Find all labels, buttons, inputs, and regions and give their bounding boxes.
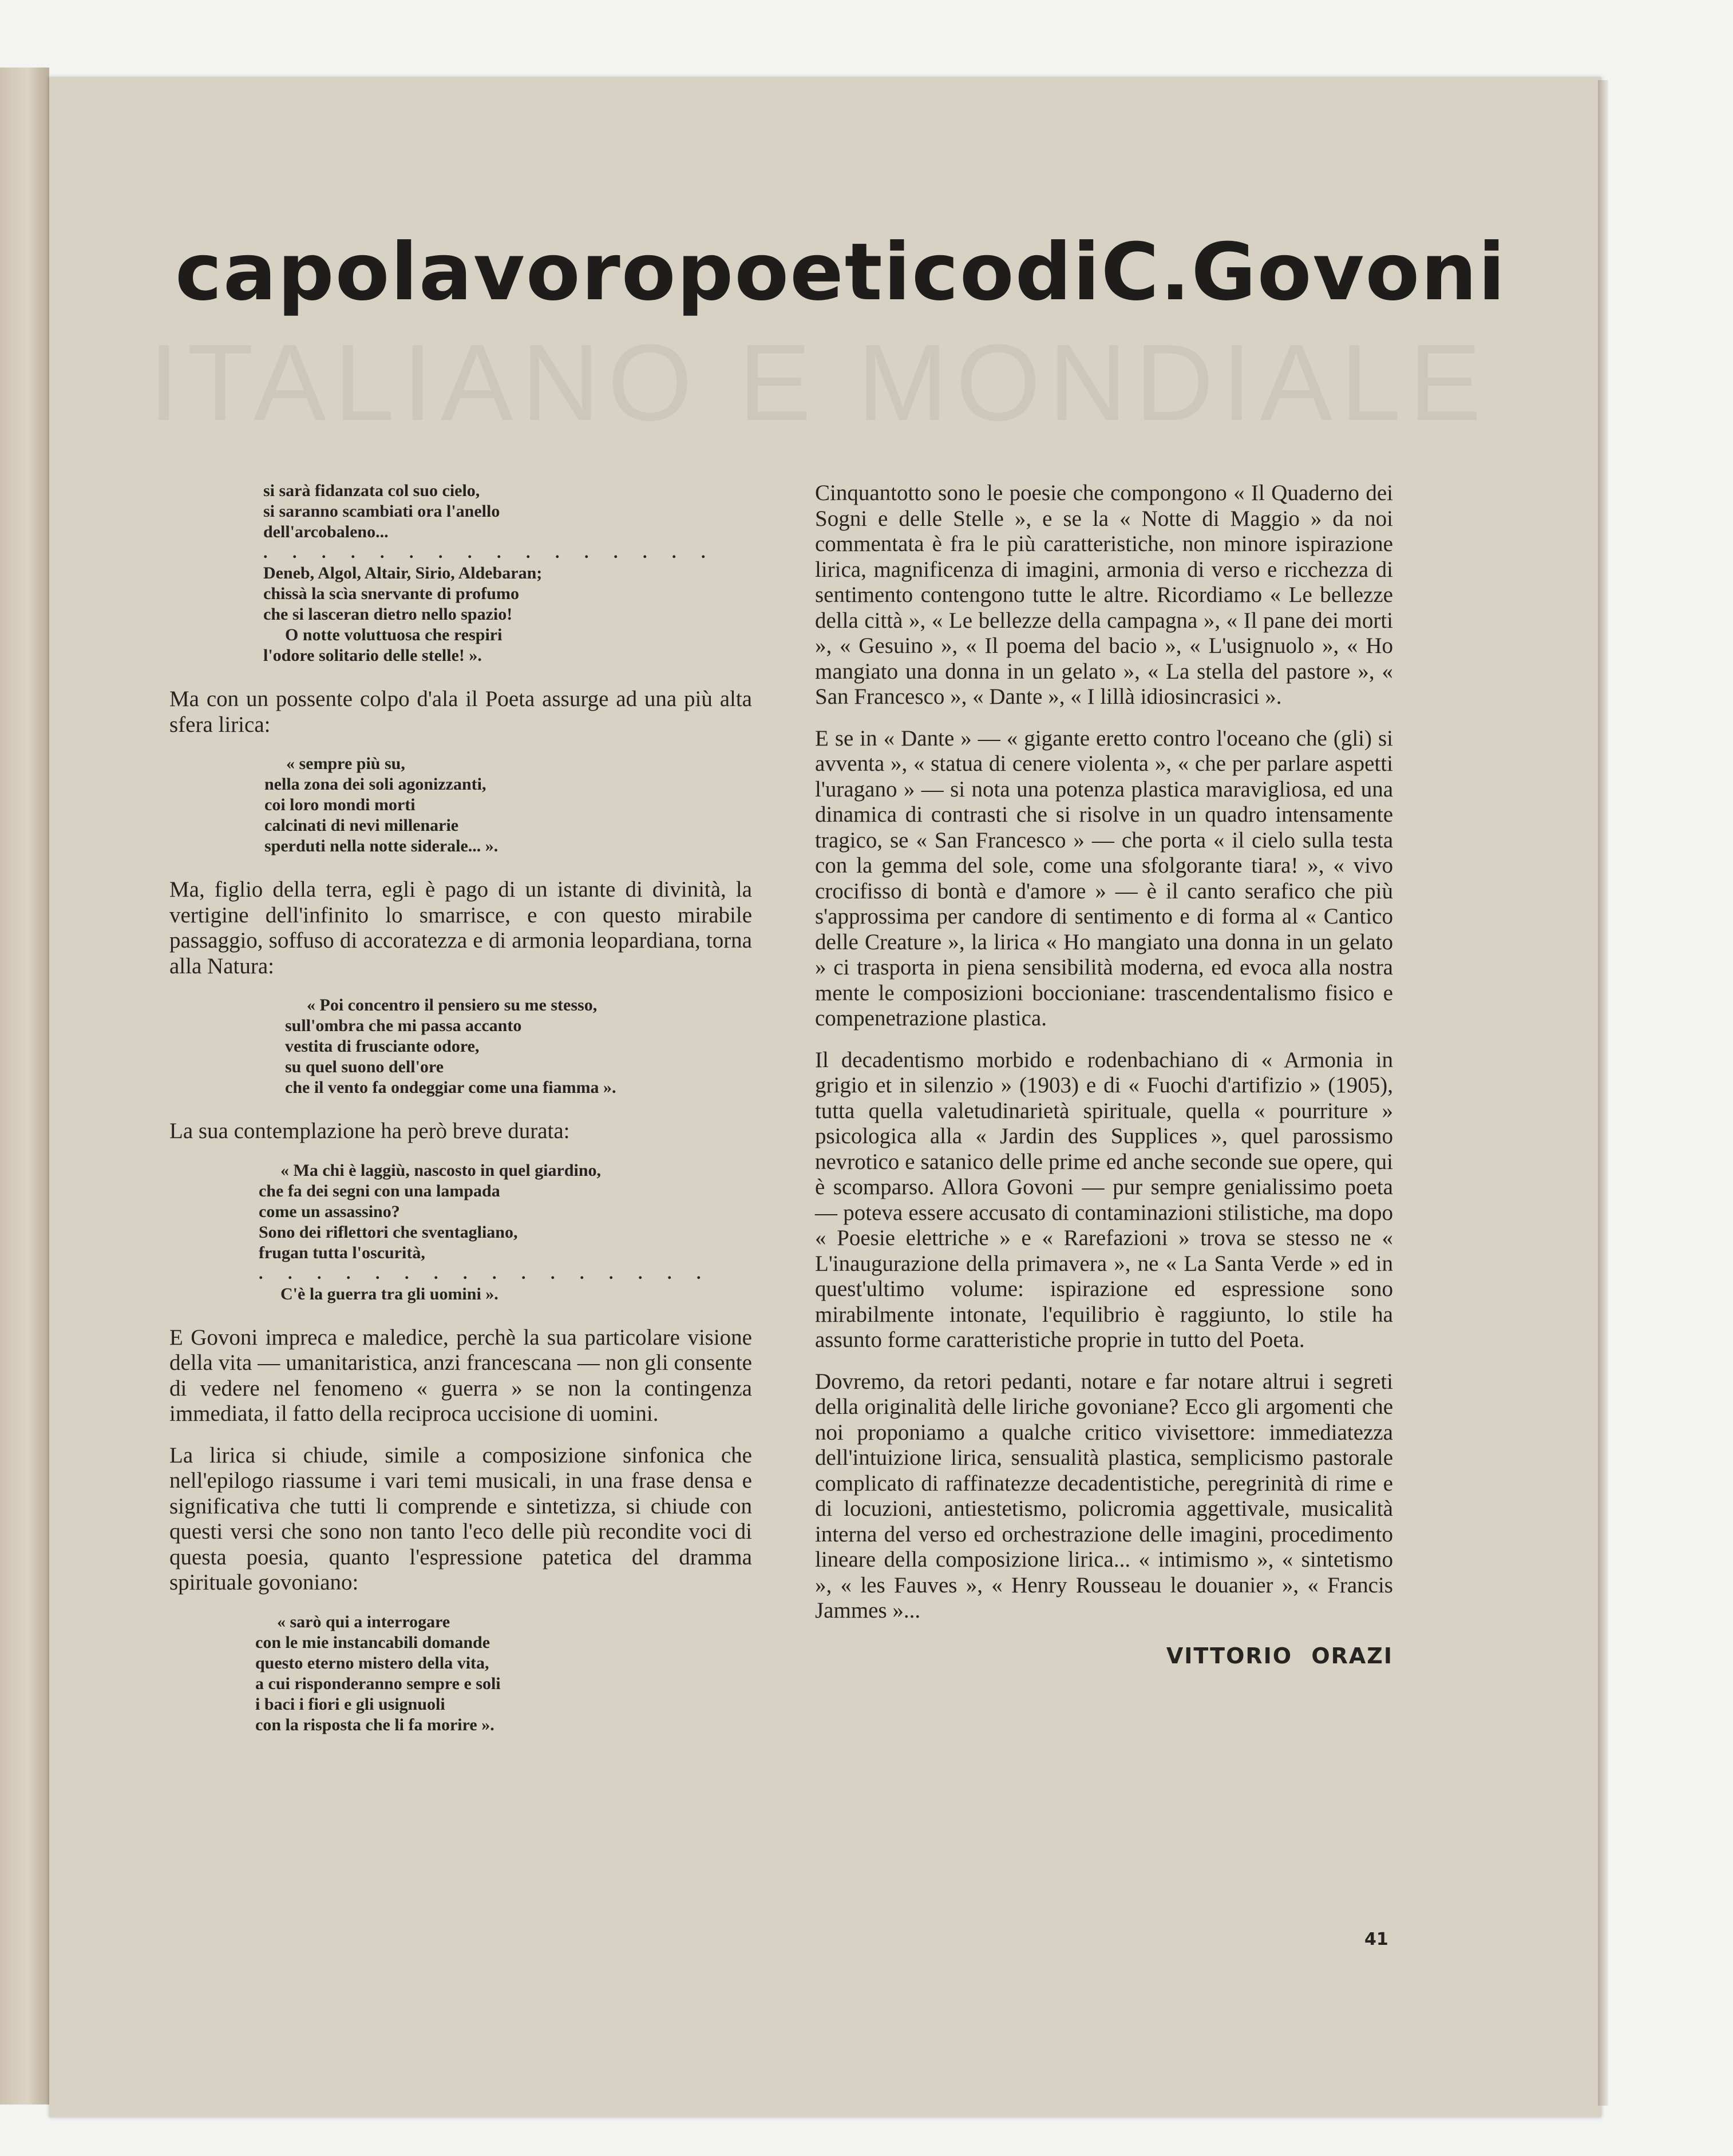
verse-line: « sempre più su, [286, 754, 405, 773]
title-word: Govoni [1191, 226, 1506, 318]
verse-line: che si lasceran dietro nello spazio! [263, 605, 513, 624]
verse-block [285, 995, 752, 1098]
paragraph: Dovremo, da retori pedanti, notare e far notare altrui i segreti della originalità delle liriche govoniane? Ecco gli argomenti che noi proponiamo a qualche critico vivisettore: immediatezza dell'intuizione lirica, sensualità plastica, semplicismo pastorale complicato di raffinatezze decadentistiche, peregrinità di rime e di locuzioni, antiestetismo, policromia aggettivale, musicalità interna del verso ed orchestrazione delle imagini, procedimento lineare della composizione lirica... « intimismo », « sintetismo », « les Fauves », « Henry Rousseau le douanier », « Francis Jammes »... [815, 1369, 1393, 1623]
verse-line: che il vento fa ondeggiar come una fiamma ». [285, 1078, 616, 1097]
left-column [169, 481, 752, 1756]
title-word: C. [1101, 226, 1192, 318]
verse-block [263, 481, 752, 666]
verse-line: l'odore solitario delle stelle! ». [263, 646, 482, 665]
verse-block [259, 1160, 752, 1305]
verse-ellipsis: . . . . . . . . . . . . . . . . [259, 1263, 711, 1283]
verse-line: « Poi concentro il pensiero su me stesso, [307, 996, 598, 1014]
verse-line: su quel suono dell'ore [285, 1057, 444, 1076]
verse-line: « sarò qui a interrogare [277, 1612, 450, 1631]
verse-line: vestita di frusciante odore, [285, 1037, 480, 1056]
verse-line: coi loro mondi morti [264, 795, 416, 814]
verse-line: Sono dei riflettori che sventagliano, [259, 1222, 518, 1242]
paragraph: La lirica si chiude, simile a composizione sinfonica che nell'epilogo riassume i vari temi musicali, in una frase densa e significativa che tutti li comprende e sintetizza, si chiude con questi versi che sono non tanto l'eco delle più recondite voci di questa poesia, quanto l'espressione patetica del dramma spirituale govoniano: [169, 1442, 752, 1595]
verse-line: Deneb, Algol, Altair, Sirio, Aldebaran; [263, 564, 543, 582]
verse-line: i baci i fiori e gli usignuoli [255, 1694, 445, 1714]
title-word: capolavoro [175, 226, 677, 318]
verse-line: si sarà fidanzata col suo cielo, [263, 481, 480, 500]
previous-page-edge [0, 68, 49, 2105]
verse-line: a cui risponderanno sempre e soli [255, 1674, 501, 1693]
verse-line: con la risposta che li fa morire ». [255, 1715, 494, 1734]
page-number: 41 [1364, 1929, 1388, 1949]
verse-line: frugan tutta l'oscurità, [259, 1243, 425, 1262]
paragraph: Il decadentismo morbido e rodenbachiano di « Armonia in grigio et in silenzio » (1903) e di « Fuochi d'artifizio » (1905), tutta quella valetudinarietà spirituale, quella « pourriture » psicologica alla « Jardin des Supplices », quel parossismo nevrotico e satanico delle prime ed anche seconde sue opere, qui è scomparso. Allora Govoni — pur sempre genialissimo poeta — poteva essere accusato di contaminazioni stilistiche, ma dopo « Poesie elettriche » e « Rarefazioni » trova se stesso ne « L'inaugurazione della primavera », ne « La Santa Verde » ed in quest'ultimo volume: ispirazione ed espressione sono mirabilmente intonate, l'equilibrio è raggiunto, lo stile ha assunto forme caratteristiche proprie in tutto del Poeta. [815, 1047, 1393, 1352]
verse-line: dell'arcobaleno... [263, 522, 389, 541]
title-word: di [1015, 226, 1101, 318]
verse-line: sull'ombra che mi passa accanto [285, 1016, 522, 1035]
bleed-through-text: ITALIANO E MONDIALE [149, 322, 1490, 443]
paragraph: Cinquantotto sono le poesie che compongono « Il Quaderno dei Sogni e delle Stelle », e se la « Notte di Maggio » da noi commentata è fra le più caratteristiche, non minore ispirazione lirica, magnificenza di imagini, armonia di verso e ricchezza di sentimento contengono tutte le altre. Ricordiamo « Le bellezze della città », « Le bellezze della campagna », « Il pane dei morti », « Gesuino », « Il poema del bacio », « L'usignuolo », « Ho mangiato una donna in un gelato », « La stella del pastore », « San Francesco », « Dante », « I lillà idiosincrasici ». [815, 481, 1393, 709]
page-title [175, 226, 1506, 318]
paragraph: E Govoni impreca e maledice, perchè la sua particolare visione della vita — umanitaristica, anzi francescana — non gli consente di vedere nel fenomeno « guerra » se non la contingenza immediata, il fatto della reciproca uccisione di uomini. [169, 1325, 752, 1426]
verse-line: calcinati di nevi millenarie [264, 816, 459, 835]
author-signature: VITTORIO ORAZI [1166, 1643, 1393, 1668]
verse-line: nella zona dei soli agonizzanti, [264, 775, 486, 794]
verse-line: chissà la scìa snervante di profumo [263, 584, 519, 603]
title-word: poetico [676, 226, 1015, 318]
verse-block [264, 754, 752, 857]
verse-line: come un assassino? [259, 1202, 400, 1221]
right-column [815, 481, 1393, 1668]
page-right-edge [1598, 80, 1608, 2106]
paragraph: Ma con un possente colpo d'ala il Poeta assurge ad una più alta sfera lirica: [169, 687, 752, 737]
verse-line: con le mie instancabili domande [255, 1632, 490, 1652]
verse-ellipsis: . . . . . . . . . . . . . . . . [263, 543, 716, 562]
verse-block [255, 1612, 752, 1735]
verse-line: che fa dei segni con una lampada [259, 1181, 500, 1200]
verse-line: O notte voluttuosa che respiri [285, 625, 503, 644]
verse-line: « Ma chi è laggiù, nascosto in quel giardino, [280, 1160, 602, 1180]
paragraph: E se in « Dante » — « gigante eretto contro l'oceano che (gli) si avventa », « statua di cenere violenta », « che per parlare aspetti l'uragano » — si nota una potenza plastica maravigliosa, ed una dinamica di contrasti che si risolve in un quadro intensamente tragico, se « San Francesco » — che porta « il cielo sulla testa con la gemma del sole, come una sfolgorante tiara! », « vivo crocifisso di bontà e d'amore » — è il canto serafico che più s'approssima per candore di sentimento e di forma al « Cantico delle Creature », la lirica « Ho mangiato una donna in un gelato » ci trasporta in piena sensibilità moderna, ed evoca alla nostra mente le composizioni boccioniane: trascendentalismo fisico e compenetrazione plastica. [815, 726, 1393, 1031]
paragraph: Ma, figlio della terra, egli è pago di un istante di divinità, la vertigine dell'infinito lo smarrisce, e con questo mirabile passaggio, soffuso di accoratezza e di armonia leopardiana, torna alla Natura: [169, 877, 752, 978]
verse-line: sperduti nella notte siderale... ». [264, 837, 498, 855]
verse-line: si saranno scambiati ora l'anello [263, 502, 500, 521]
paragraph: La sua contemplazione ha però breve durata: [169, 1119, 570, 1143]
verse-line: questo eterno mistero della vita, [255, 1653, 489, 1673]
verse-line: C'è la guerra tra gli uomini ». [280, 1284, 498, 1303]
